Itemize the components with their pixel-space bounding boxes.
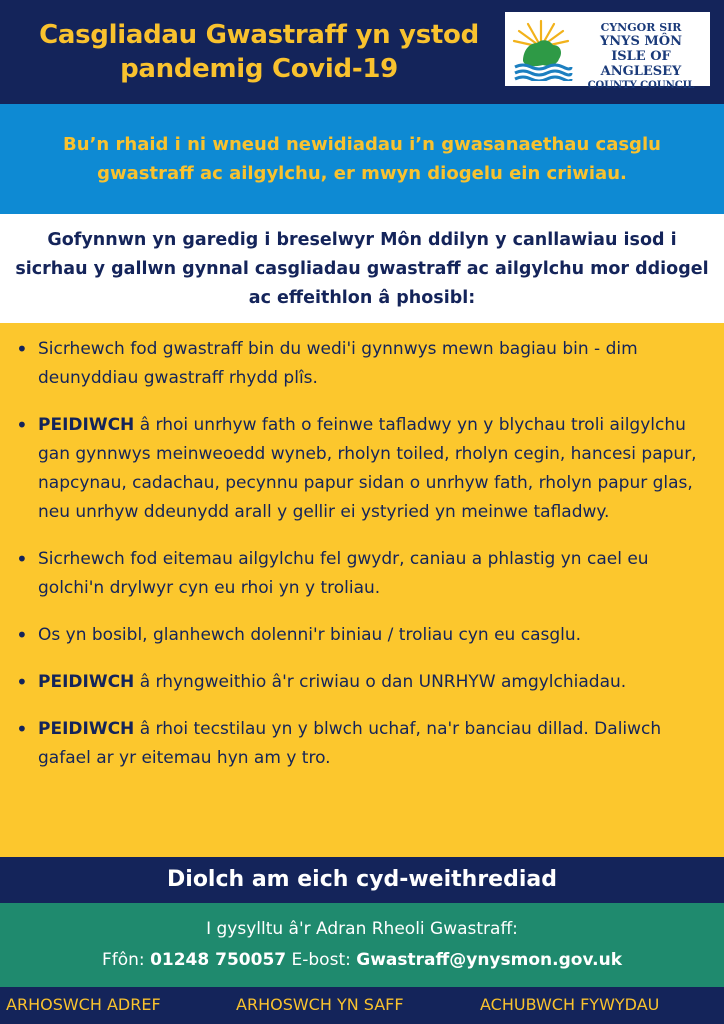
footer-bar (0, 987, 724, 1024)
footer-save-lives: ACHUBWCH FYWYDAU (480, 995, 660, 1014)
list-item (0, 715, 724, 773)
list-item (0, 411, 724, 527)
contact-heading: I gysylltu â'r Adran Rheoli Gwastraff: (206, 919, 518, 939)
thanks-bar (0, 857, 724, 903)
guidelines-list (0, 335, 724, 791)
intro-panel (0, 214, 724, 323)
email-label: E-bost: (291, 950, 351, 970)
bullet-icon: • (16, 337, 28, 361)
item-emphasis: PEIDIWCH (38, 672, 135, 692)
item-text: Sicrhewch fod eitemau ailgylchu fel gwydr, caniau a phlastig yn cael eu golchi'n drylwyr cyn eu rhoi yn y troliau. (38, 549, 649, 598)
list-item (0, 621, 724, 650)
email-address[interactable]: Gwastraff@ynysmon.gov.uk (356, 950, 622, 970)
bullet-icon: • (16, 413, 28, 437)
logo-line-anglesey: ISLE OF ANGLESEY (600, 49, 682, 79)
header-bar (0, 0, 724, 104)
item-text: â rhyngweithio â'r criwiau o dan UNRHYW amgylchiadau. (134, 672, 627, 692)
contact-details (0, 947, 724, 973)
footer-stay-safe: ARHOSWCH YN SAFF (236, 995, 404, 1014)
bullet-icon: • (16, 670, 28, 694)
bullet-icon: • (16, 547, 28, 571)
contact-panel (0, 903, 724, 987)
item-text: Os yn bosibl, glanhewch dolenni'r biniau / troliau cyn eu casglu. (38, 625, 582, 645)
council-logo (505, 12, 710, 91)
logo-line-cyngor: CYNGOR SIR (600, 21, 682, 34)
thanks-text: Diolch am eich cyd-weithrediad (167, 867, 557, 892)
phone-number[interactable]: 01248 750057 (150, 950, 287, 970)
phone-label: Ffôn: (101, 950, 145, 970)
item-emphasis: PEIDIWCH (38, 719, 135, 739)
list-item (0, 545, 724, 603)
bullet-icon: • (16, 623, 28, 647)
island-sun-emblem-icon (509, 17, 573, 81)
logo-wordmark (575, 21, 707, 92)
changes-banner (0, 104, 724, 214)
logo-line-county-council: COUNTY COUNCIL (587, 80, 695, 91)
logo-line-ynys-mon: YNYS MÔN (600, 34, 682, 49)
item-text: â rhoi tecstilau yn y blwch uchaf, na'r banciau dillad. Daliwch gafael ar yr eitemau hyn am y tro. (38, 719, 662, 768)
changes-banner-text: Bu’n rhaid i ni wneud newidiadau i’n gwasanaethau casglu gwastraff ac ailgylchu, er mwyn diogelu ein criwiau. (63, 134, 661, 184)
item-text: Sicrhewch fod gwastraff bin du wedi'i gynnwys mewn bagiau bin - dim deunyddiau gwastraff rhydd plîs. (38, 339, 638, 388)
footer-stay-home: ARHOSWCH ADREF (6, 995, 161, 1014)
page-title: Casgliadau Gwastraff yn ystod pandemig Covid-19 (39, 20, 479, 84)
item-emphasis: PEIDIWCH (38, 415, 135, 435)
bullet-icon: • (16, 717, 28, 741)
list-item (0, 668, 724, 697)
item-text: â rhoi unrhyw fath o feinwe tafladwy yn y blychau troli ailgylchu gan gynnwys meinweoedd wyneb, rholyn toiled, rholyn cegin, hancesi papur, napcynau, cadachau, pecynnu papur sidan o unrhyw fath, rholyn papur glas, neu unrhyw ddeunydd arall y gellir ei ystyried yn meinwe tafladwy. (38, 415, 697, 522)
list-item (0, 335, 724, 393)
intro-text: Gofynnwn yn garedig i breselwyr Môn ddilyn y canllawiau isod i sicrhau y gallwn gynnal casgliadau gwastraff ac ailgylchu mor ddiogel ac effeithlon â phosibl: (15, 230, 709, 308)
